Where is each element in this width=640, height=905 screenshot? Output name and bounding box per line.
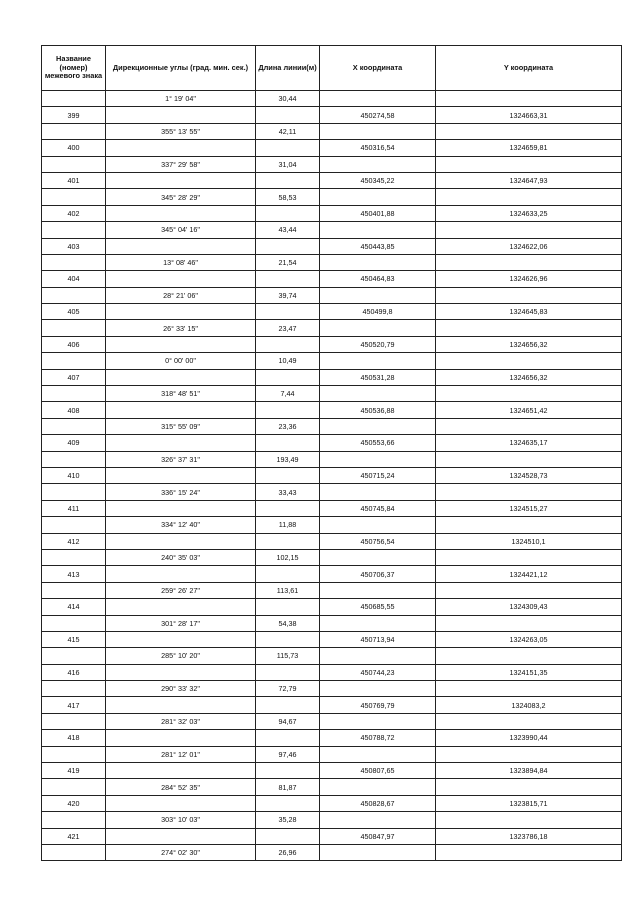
point-y-cell: 1324651,42 [436, 402, 622, 418]
segment-x-cell [320, 353, 436, 369]
segment-x-cell [320, 615, 436, 631]
segment-length-cell: 23,36 [256, 418, 320, 434]
point-length-cell [256, 107, 320, 123]
point-row [42, 172, 622, 188]
point-x-cell: 450553,66 [320, 435, 436, 451]
point-row [42, 238, 622, 254]
segment-angle-cell: 290° 33' 32" [106, 681, 256, 697]
segment-x-cell [320, 549, 436, 565]
segment-y-cell [436, 451, 622, 467]
segment-row [42, 648, 622, 664]
point-row [42, 566, 622, 582]
point-row [42, 697, 622, 713]
segment-length-cell: 193,49 [256, 451, 320, 467]
segment-row [42, 320, 622, 336]
point-x-cell: 450316,54 [320, 140, 436, 156]
point-name-cell: 411 [42, 500, 106, 516]
segment-row [42, 189, 622, 205]
point-length-cell [256, 697, 320, 713]
segment-name-cell [42, 156, 106, 172]
segment-x-cell [320, 91, 436, 107]
point-name-cell: 404 [42, 271, 106, 287]
point-name-cell: 418 [42, 730, 106, 746]
segment-name-cell [42, 222, 106, 238]
point-row [42, 336, 622, 352]
point-name-cell: 409 [42, 435, 106, 451]
point-angle-cell [106, 828, 256, 844]
segment-row [42, 254, 622, 270]
point-row [42, 467, 622, 483]
point-length-cell [256, 304, 320, 320]
segment-row [42, 353, 622, 369]
point-row [42, 140, 622, 156]
point-y-cell: 1323786,18 [436, 828, 622, 844]
point-y-cell: 1324515,27 [436, 500, 622, 516]
segment-length-cell: 113,61 [256, 582, 320, 598]
segment-y-cell [436, 123, 622, 139]
point-length-cell [256, 828, 320, 844]
point-y-cell: 1324263,05 [436, 631, 622, 647]
point-row [42, 369, 622, 385]
segment-length-cell: 72,79 [256, 681, 320, 697]
point-angle-cell [106, 697, 256, 713]
segment-x-cell [320, 418, 436, 434]
point-angle-cell [106, 369, 256, 385]
point-length-cell [256, 599, 320, 615]
segment-angle-cell: 13° 08' 46" [106, 254, 256, 270]
segment-angle-cell: 259° 26' 27" [106, 582, 256, 598]
segment-length-cell: 94,67 [256, 713, 320, 729]
point-angle-cell [106, 304, 256, 320]
segment-name-cell [42, 320, 106, 336]
point-row [42, 730, 622, 746]
segment-name-cell [42, 254, 106, 270]
point-length-cell [256, 533, 320, 549]
segment-length-cell: 7,44 [256, 386, 320, 402]
point-x-cell: 450807,65 [320, 763, 436, 779]
point-y-cell: 1324656,32 [436, 369, 622, 385]
point-angle-cell [106, 238, 256, 254]
segment-row [42, 713, 622, 729]
segment-length-cell: 58,53 [256, 189, 320, 205]
point-name-cell: 420 [42, 795, 106, 811]
segment-length-cell: 31,04 [256, 156, 320, 172]
point-x-cell: 450499,8 [320, 304, 436, 320]
segment-y-cell [436, 812, 622, 828]
point-row [42, 304, 622, 320]
point-length-cell [256, 172, 320, 188]
segment-row [42, 91, 622, 107]
segment-angle-cell: 345° 04' 16" [106, 222, 256, 238]
point-x-cell: 450769,79 [320, 697, 436, 713]
point-angle-cell [106, 402, 256, 418]
segment-y-cell [436, 484, 622, 500]
point-y-cell: 1324151,35 [436, 664, 622, 680]
segment-length-cell: 10,49 [256, 353, 320, 369]
segment-length-cell: 81,87 [256, 779, 320, 795]
point-row [42, 271, 622, 287]
header-point-name: Название (номер) межевого знака [42, 46, 106, 91]
segment-x-cell [320, 681, 436, 697]
point-name-cell: 407 [42, 369, 106, 385]
point-y-cell: 1324635,17 [436, 435, 622, 451]
point-x-cell: 450536,88 [320, 402, 436, 418]
point-y-cell: 1324645,83 [436, 304, 622, 320]
segment-y-cell [436, 418, 622, 434]
header-x-coordinate: X координата [320, 46, 436, 91]
point-x-cell: 450443,85 [320, 238, 436, 254]
point-angle-cell [106, 271, 256, 287]
point-name-cell: 401 [42, 172, 106, 188]
segment-name-cell [42, 779, 106, 795]
point-x-cell: 450531,28 [320, 369, 436, 385]
point-row [42, 107, 622, 123]
segment-y-cell [436, 746, 622, 762]
segment-angle-cell: 281° 12' 01" [106, 746, 256, 762]
point-name-cell: 410 [42, 467, 106, 483]
point-length-cell [256, 730, 320, 746]
point-y-cell: 1324656,32 [436, 336, 622, 352]
segment-angle-cell: 0° 00' 00" [106, 353, 256, 369]
point-row [42, 435, 622, 451]
segment-x-cell [320, 517, 436, 533]
point-x-cell: 450745,84 [320, 500, 436, 516]
point-length-cell [256, 795, 320, 811]
segment-y-cell [436, 681, 622, 697]
point-length-cell [256, 238, 320, 254]
point-y-cell: 1324421,12 [436, 566, 622, 582]
segment-x-cell [320, 844, 436, 860]
segment-row [42, 844, 622, 860]
segment-y-cell [436, 844, 622, 860]
coordinates-sheet [41, 45, 621, 872]
point-y-cell: 1324510,1 [436, 533, 622, 549]
header-direction-angle: Дирекционные углы (град. мин. сек.) [106, 46, 256, 91]
point-name-cell: 415 [42, 631, 106, 647]
segment-row [42, 156, 622, 172]
point-y-cell: 1324083,2 [436, 697, 622, 713]
point-angle-cell [106, 467, 256, 483]
segment-angle-cell: 337° 29' 58" [106, 156, 256, 172]
segment-x-cell [320, 386, 436, 402]
segment-name-cell [42, 287, 106, 303]
segment-row [42, 812, 622, 828]
point-angle-cell [106, 500, 256, 516]
point-row [42, 631, 622, 647]
point-y-cell: 1324528,73 [436, 467, 622, 483]
point-x-cell: 450788,72 [320, 730, 436, 746]
point-y-cell: 1323894,84 [436, 763, 622, 779]
segment-length-cell: 42,11 [256, 123, 320, 139]
point-length-cell [256, 631, 320, 647]
header-y-coordinate: Y координата [436, 46, 622, 91]
point-y-cell: 1324659,81 [436, 140, 622, 156]
point-name-cell: 421 [42, 828, 106, 844]
point-length-cell [256, 271, 320, 287]
point-name-cell: 403 [42, 238, 106, 254]
segment-name-cell [42, 451, 106, 467]
segment-name-cell [42, 517, 106, 533]
segment-name-cell [42, 386, 106, 402]
point-length-cell [256, 566, 320, 582]
segment-angle-cell: 28° 21' 06" [106, 287, 256, 303]
point-length-cell [256, 664, 320, 680]
segment-x-cell [320, 189, 436, 205]
segment-length-cell: 11,88 [256, 517, 320, 533]
point-x-cell: 450274,58 [320, 107, 436, 123]
segment-x-cell [320, 320, 436, 336]
segment-name-cell [42, 615, 106, 631]
segment-name-cell [42, 681, 106, 697]
segment-x-cell [320, 484, 436, 500]
point-name-cell: 406 [42, 336, 106, 352]
segment-angle-cell: 285° 10' 20" [106, 648, 256, 664]
segment-y-cell [436, 91, 622, 107]
point-length-cell [256, 402, 320, 418]
point-name-cell: 400 [42, 140, 106, 156]
point-angle-cell [106, 435, 256, 451]
point-row [42, 795, 622, 811]
segment-length-cell: 39,74 [256, 287, 320, 303]
segment-row [42, 386, 622, 402]
point-angle-cell [106, 336, 256, 352]
segment-x-cell [320, 812, 436, 828]
point-angle-cell [106, 599, 256, 615]
point-y-cell: 1324626,96 [436, 271, 622, 287]
point-row [42, 500, 622, 516]
segment-angle-cell: 240° 35' 03" [106, 549, 256, 565]
segment-row [42, 287, 622, 303]
point-row [42, 828, 622, 844]
segment-name-cell [42, 353, 106, 369]
segment-y-cell [436, 582, 622, 598]
segment-row [42, 484, 622, 500]
point-angle-cell [106, 566, 256, 582]
point-angle-cell [106, 631, 256, 647]
segment-x-cell [320, 254, 436, 270]
segment-x-cell [320, 582, 436, 598]
segment-name-cell [42, 123, 106, 139]
point-angle-cell [106, 205, 256, 221]
segment-y-cell [436, 222, 622, 238]
point-angle-cell [106, 730, 256, 746]
segment-length-cell: 102,15 [256, 549, 320, 565]
segment-length-cell: 43,44 [256, 222, 320, 238]
table-body [42, 91, 622, 861]
segment-row [42, 123, 622, 139]
segment-length-cell: 23,47 [256, 320, 320, 336]
segment-y-cell [436, 386, 622, 402]
point-length-cell [256, 500, 320, 516]
point-angle-cell [106, 107, 256, 123]
point-length-cell [256, 435, 320, 451]
boundary-coordinates-table [41, 45, 622, 861]
point-y-cell: 1324633,25 [436, 205, 622, 221]
segment-name-cell [42, 713, 106, 729]
segment-y-cell [436, 353, 622, 369]
point-angle-cell [106, 763, 256, 779]
segment-y-cell [436, 713, 622, 729]
segment-name-cell [42, 844, 106, 860]
point-length-cell [256, 467, 320, 483]
segment-x-cell [320, 123, 436, 139]
segment-row [42, 746, 622, 762]
segment-x-cell [320, 648, 436, 664]
segment-name-cell [42, 812, 106, 828]
segment-row [42, 615, 622, 631]
segment-y-cell [436, 648, 622, 664]
segment-angle-cell: 326° 37' 31" [106, 451, 256, 467]
point-x-cell: 450520,79 [320, 336, 436, 352]
segment-y-cell [436, 189, 622, 205]
segment-row [42, 549, 622, 565]
segment-y-cell [436, 549, 622, 565]
segment-row [42, 582, 622, 598]
point-x-cell: 450345,22 [320, 172, 436, 188]
point-row [42, 402, 622, 418]
segment-angle-cell: 345° 28' 29" [106, 189, 256, 205]
point-y-cell: 1324622,06 [436, 238, 622, 254]
segment-angle-cell: 318° 48' 51" [106, 386, 256, 402]
point-x-cell: 450713,94 [320, 631, 436, 647]
segment-angle-cell: 336° 15' 24" [106, 484, 256, 500]
segment-length-cell: 115,73 [256, 648, 320, 664]
segment-name-cell [42, 91, 106, 107]
segment-length-cell: 26,96 [256, 844, 320, 860]
segment-y-cell [436, 254, 622, 270]
point-name-cell: 416 [42, 664, 106, 680]
point-length-cell [256, 140, 320, 156]
segment-y-cell [436, 320, 622, 336]
segment-y-cell [436, 287, 622, 303]
point-y-cell: 1324663,31 [436, 107, 622, 123]
point-name-cell: 414 [42, 599, 106, 615]
segment-x-cell [320, 746, 436, 762]
point-x-cell: 450401,88 [320, 205, 436, 221]
segment-y-cell [436, 779, 622, 795]
segment-length-cell: 30,44 [256, 91, 320, 107]
segment-angle-cell: 355° 13' 55" [106, 123, 256, 139]
segment-angle-cell: 274° 02' 30" [106, 844, 256, 860]
point-x-cell: 450464,83 [320, 271, 436, 287]
segment-y-cell [436, 517, 622, 533]
point-row [42, 664, 622, 680]
point-y-cell: 1324309,43 [436, 599, 622, 615]
segment-name-cell [42, 549, 106, 565]
point-name-cell: 402 [42, 205, 106, 221]
segment-angle-cell: 281° 32' 03" [106, 713, 256, 729]
point-angle-cell [106, 795, 256, 811]
segment-row [42, 517, 622, 533]
segment-x-cell [320, 713, 436, 729]
point-row [42, 599, 622, 615]
segment-angle-cell: 334° 12' 40" [106, 517, 256, 533]
point-name-cell: 413 [42, 566, 106, 582]
point-y-cell: 1324647,93 [436, 172, 622, 188]
segment-row [42, 451, 622, 467]
segment-x-cell [320, 287, 436, 303]
point-x-cell: 450744,23 [320, 664, 436, 680]
point-angle-cell [106, 664, 256, 680]
point-x-cell: 450706,37 [320, 566, 436, 582]
point-length-cell [256, 763, 320, 779]
segment-angle-cell: 26° 33' 15" [106, 320, 256, 336]
segment-length-cell: 54,38 [256, 615, 320, 631]
point-x-cell: 450828,67 [320, 795, 436, 811]
segment-name-cell [42, 582, 106, 598]
point-name-cell: 399 [42, 107, 106, 123]
point-length-cell [256, 336, 320, 352]
segment-angle-cell: 303° 10' 03" [106, 812, 256, 828]
point-row [42, 205, 622, 221]
segment-row [42, 779, 622, 795]
segment-length-cell: 97,46 [256, 746, 320, 762]
segment-name-cell [42, 484, 106, 500]
point-angle-cell [106, 533, 256, 549]
segment-angle-cell: 301° 28' 17" [106, 615, 256, 631]
point-x-cell: 450685,55 [320, 599, 436, 615]
point-name-cell: 405 [42, 304, 106, 320]
point-y-cell: 1323815,71 [436, 795, 622, 811]
segment-x-cell [320, 779, 436, 795]
segment-angle-cell: 1° 19' 04" [106, 91, 256, 107]
segment-y-cell [436, 615, 622, 631]
segment-row [42, 418, 622, 434]
point-angle-cell [106, 172, 256, 188]
point-x-cell: 450847,97 [320, 828, 436, 844]
segment-y-cell [436, 156, 622, 172]
point-name-cell: 419 [42, 763, 106, 779]
point-row [42, 533, 622, 549]
segment-length-cell: 33,43 [256, 484, 320, 500]
point-x-cell: 450756,54 [320, 533, 436, 549]
point-y-cell: 1323990,44 [436, 730, 622, 746]
point-name-cell: 408 [42, 402, 106, 418]
point-length-cell [256, 369, 320, 385]
segment-x-cell [320, 222, 436, 238]
segment-row [42, 681, 622, 697]
point-length-cell [256, 205, 320, 221]
header-line-length: Длина линии(м) [256, 46, 320, 91]
segment-row [42, 222, 622, 238]
segment-length-cell: 35,28 [256, 812, 320, 828]
segment-angle-cell: 284° 52' 35" [106, 779, 256, 795]
segment-name-cell [42, 746, 106, 762]
segment-angle-cell: 315° 55' 09" [106, 418, 256, 434]
segment-name-cell [42, 189, 106, 205]
segment-x-cell [320, 156, 436, 172]
point-name-cell: 412 [42, 533, 106, 549]
segment-length-cell: 21,54 [256, 254, 320, 270]
segment-x-cell [320, 451, 436, 467]
segment-name-cell [42, 418, 106, 434]
point-x-cell: 450715,24 [320, 467, 436, 483]
point-name-cell: 417 [42, 697, 106, 713]
segment-name-cell [42, 648, 106, 664]
point-row [42, 763, 622, 779]
point-angle-cell [106, 140, 256, 156]
table-header-row [42, 46, 622, 91]
